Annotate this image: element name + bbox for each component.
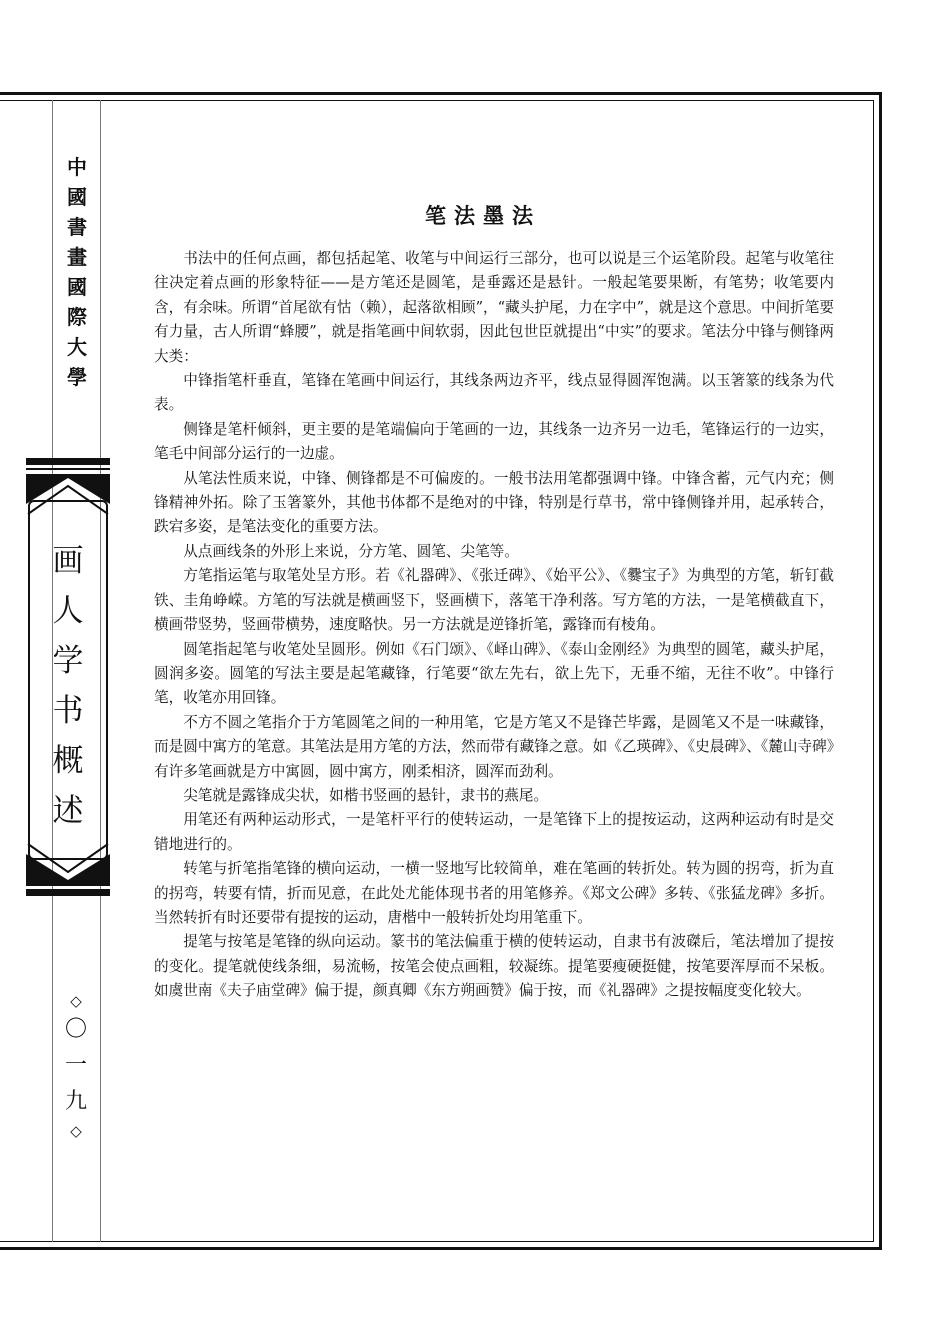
book-title-char: 书 (52, 693, 84, 729)
univ-char: 國 (67, 185, 87, 209)
banner-bottom-bars (26, 884, 110, 896)
paragraph: 转笔与折笔指笔锋的横向运动，一横一竖地写比较简单，难在笔画的转折处。转为圆的拐弯，折为直的拐弯，转要有情，折而见意，在此处尤能体现书者的用笔修养。《郑文公碑》多转、《张猛龙碑》多折。当然转折有时还要带有提按的运动，唐楷中一般转折处均用笔重下。 (154, 860, 834, 926)
univ-char: 學 (67, 365, 87, 389)
paragraph: 侧锋是笔杆倾斜，更主要的是笔端偏向于笔画的一边，其线条一边齐另一边毛，笔锋运行的一边实，笔毛中间部分运行的一边虚。 (154, 420, 834, 463)
paragraph: 不方不圆之笔指介于方笔圆笔之间的一种用笔，它是方笔又不是锋芒毕露，是圆笔又不是一味藏锋，而是圆中寓方的笔意。其笔法是用方笔的方法，然而带有藏锋之意。如《乙瑛碑》、《史晨碑》、《麓山寺碑》有许多笔画就是方中寓圆，圆中寓方，刚柔相济，圆浑而劲利。 (154, 713, 834, 780)
book-title-char: 学 (52, 643, 84, 679)
banner-top-bars (26, 458, 110, 470)
book-title-panel (28, 500, 108, 860)
univ-char: 中 (67, 155, 87, 179)
paragraph: 从笔法性质来说，中锋、侧锋都是不可偏废的。一般书法用笔都强调中锋。中锋含蓄，元气内充；侧锋精神外拓。除了玉箸篆外，其他书体都不是绝对的中锋，特别是行草书，常中锋侧锋并用，起承转合，跌宕多姿，是笔法变化的重要方法。 (154, 469, 834, 536)
univ-char: 國 (67, 275, 87, 299)
paragraph: 用笔还有两种运动形式，一是笔杆平行的使转运动，一是笔锋下上的提按运动，这两种运动有时是交错地进行的。 (154, 811, 834, 853)
banner-bottom-ornament (26, 826, 110, 884)
page-number-digit: 九 (64, 1089, 87, 1114)
paragraph: 尖笔就是露锋成尖状，如楷书竖画的悬针，隶书的燕尾。 (183, 786, 549, 804)
article-body (154, 247, 834, 1004)
book-title-char: 述 (52, 793, 84, 829)
book-title-char: 概 (52, 743, 84, 779)
book-title-char: 人 (52, 593, 84, 629)
paragraph: 圆笔指起笔与收笔处呈圆形。例如《石门颂》、《峄山碑》、《泰山金刚经》为典型的圆笔，藏头护尾，圆润多姿。圆笔的写法主要是起笔藏锋，行笔要“欲左先右，欲上先下，无垂不缩，无往不收”。中锋行笔，收笔亦用回锋。 (154, 640, 834, 707)
univ-char: 書 (67, 215, 87, 239)
paragraph: 方笔指运笔与取笔处呈方形。若《礼器碑》、《张迁碑》、《始平公》、《爨宝子》为典型的方笔，斩钉截铁、圭角峥嵘。方笔的写法就是横画竖下，竖画横下，落笔干净利落。写方笔的方法，一是笔横截直下，横画带竖势，竖画带横势，速度略快。另一方法就是逆锋折笔，露锋而有棱角。 (154, 567, 834, 634)
page-number-digit: 〇 (64, 1017, 87, 1042)
page-number (58, 990, 94, 1142)
paragraph: 中锋指笔杆垂直，笔锋在笔画中间运行，其线条两边齐平，线点显得圆浑饱满。以玉箸篆的线条为代表。 (154, 372, 834, 414)
univ-char: 際 (67, 305, 87, 329)
book-title-char: 画 (52, 543, 84, 579)
univ-char: 大 (67, 335, 87, 359)
paragraph: 从点画线条的外形上来说，分方笔、圆笔、尖笔等。 (183, 542, 519, 560)
page-number-digit: 一 (64, 1053, 87, 1078)
diamond-icon: ◇ (70, 992, 82, 1010)
diamond-icon: ◇ (70, 1122, 82, 1140)
univ-char: 畫 (67, 245, 87, 269)
university-title (62, 152, 92, 392)
paragraph: 提笔与按笔是笔锋的纵向运动。篆书的笔法偏重于横的使转运动，自隶书有波磔后，笔法增加了提按的变化。提笔就使线条细，易流畅，按笔会使点画粗，较凝练。提笔要瘦硬挺健，按笔要浑厚而不呆板。如虞世南《夫子庙堂碑》偏于提，颜真卿《东方朔画赞》偏于按，而《礼器碑》之提按幅度变化较大。 (154, 933, 834, 1000)
section-title: 笔法墨法 (425, 204, 541, 228)
book-title (30, 536, 106, 836)
paragraph: 书法中的任何点画，都包括起笔、收笔与中间运行三部分，也可以说是三个运笔阶段。起笔与收笔往往决定着点画的形象特征——是方笔还是圆笔，是垂露还是悬针。一般起笔要果断，有笔势；收笔要内含，有余味。所谓“首尾欲有怙（赖），起落欲相顾”，“藏头护尾，力在字中”，就是这个意思。中间折笔要有力量，古人所谓“蜂腰”，就是指笔画中间软弱，因此包世臣就提出“中实”的要求。笔法分中锋与侧锋两大类： (154, 250, 834, 365)
